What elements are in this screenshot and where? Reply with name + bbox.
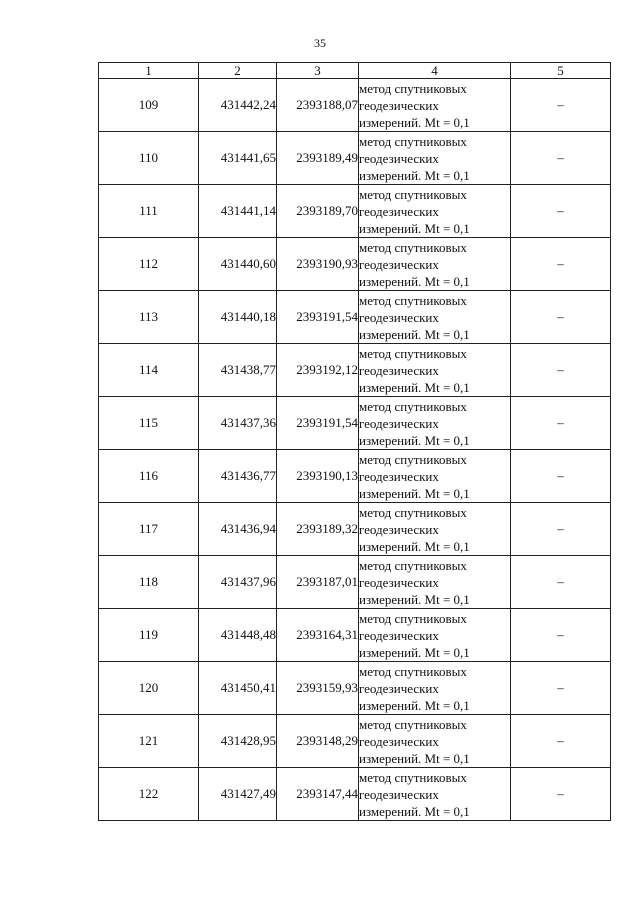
method-description [359,450,511,503]
table-row [99,397,611,450]
column-header-4: 4 [359,63,511,79]
table-header-row [99,63,611,79]
column-header-3: 3 [277,63,359,79]
coordinate-x: 431427,49 [199,768,277,821]
method-line-3: измерений. Mt = 0,1 [359,697,470,713]
column-5-value: – [511,503,611,556]
coordinate-x: 431437,36 [199,397,277,450]
coordinates-table [98,62,611,821]
method-line-1: метод спутниковых [359,557,467,573]
point-number: 121 [99,715,199,768]
method-line-3: измерений. Mt = 0,1 [359,485,470,501]
method-line-1: метод спутниковых [359,451,467,467]
column-5-value: – [511,768,611,821]
method-line-2: геодезических [359,574,439,590]
method-line-2: геодезических [359,680,439,696]
table-row [99,132,611,185]
method-line-3: измерений. Mt = 0,1 [359,432,470,448]
column-header-1: 1 [99,63,199,79]
coordinate-x: 431428,95 [199,715,277,768]
coordinate-x: 431437,96 [199,556,277,609]
method-line-2: геодезических [359,362,439,378]
point-number: 112 [99,238,199,291]
column-header-2: 2 [199,63,277,79]
column-5-value: – [511,609,611,662]
method-line-3: измерений. Mt = 0,1 [359,114,470,130]
coordinate-x: 431450,41 [199,662,277,715]
point-number: 120 [99,662,199,715]
method-line-3: измерений. Mt = 0,1 [359,220,470,236]
method-description [359,503,511,556]
column-5-value: – [511,79,611,132]
point-number: 119 [99,609,199,662]
coordinate-y: 2393147,44 [277,768,359,821]
method-description [359,344,511,397]
column-5-value: – [511,238,611,291]
method-line-3: измерений. Mt = 0,1 [359,750,470,766]
method-line-2: геодезических [359,786,439,802]
table-body [99,79,611,821]
method-line-3: измерений. Mt = 0,1 [359,273,470,289]
column-5-value: – [511,662,611,715]
method-line-2: геодезических [359,150,439,166]
coordinate-y: 2393187,01 [277,556,359,609]
column-5-value: – [511,291,611,344]
method-description [359,397,511,450]
column-5-value: – [511,344,611,397]
method-line-2: геодезических [359,203,439,219]
column-header-5: 5 [511,63,611,79]
column-5-value: – [511,185,611,238]
method-line-1: метод спутниковых [359,663,467,679]
method-line-3: измерений. Mt = 0,1 [359,803,470,819]
coordinate-y: 2393148,29 [277,715,359,768]
coordinate-y: 2393190,13 [277,450,359,503]
method-description [359,79,511,132]
point-number: 115 [99,397,199,450]
method-description [359,291,511,344]
method-line-3: измерений. Mt = 0,1 [359,538,470,554]
method-line-3: измерений. Mt = 0,1 [359,167,470,183]
point-number: 110 [99,132,199,185]
method-line-1: метод спутниковых [359,769,467,785]
method-line-2: геодезических [359,309,439,325]
table-row [99,238,611,291]
method-description [359,132,511,185]
method-line-2: геодезических [359,521,439,537]
method-description [359,556,511,609]
coordinate-y: 2393189,49 [277,132,359,185]
coordinate-y: 2393189,32 [277,503,359,556]
coordinate-x: 431438,77 [199,344,277,397]
method-line-1: метод спутниковых [359,398,467,414]
method-line-3: измерений. Mt = 0,1 [359,326,470,342]
point-number: 116 [99,450,199,503]
coordinate-x: 431441,14 [199,185,277,238]
method-description [359,662,511,715]
point-number: 109 [99,79,199,132]
coordinate-y: 2393191,54 [277,291,359,344]
method-line-2: геодезических [359,627,439,643]
column-5-value: – [511,556,611,609]
coordinate-y: 2393191,54 [277,397,359,450]
column-5-value: – [511,450,611,503]
point-number: 117 [99,503,199,556]
coordinate-y: 2393190,93 [277,238,359,291]
method-description [359,715,511,768]
table-row [99,503,611,556]
page-number: 35 [314,36,326,50]
point-number: 122 [99,768,199,821]
table-row [99,609,611,662]
method-description [359,185,511,238]
method-line-2: геодезических [359,415,439,431]
point-number: 114 [99,344,199,397]
table-row [99,291,611,344]
coordinate-x: 431436,77 [199,450,277,503]
method-line-2: геодезических [359,733,439,749]
method-line-1: метод спутниковых [359,186,467,202]
method-line-2: геодезических [359,97,439,113]
table-row [99,344,611,397]
coordinate-y: 2393159,93 [277,662,359,715]
method-description [359,238,511,291]
column-5-value: – [511,132,611,185]
method-description [359,768,511,821]
table-row [99,715,611,768]
column-5-value: – [511,715,611,768]
coordinate-y: 2393164,31 [277,609,359,662]
coordinate-x: 431440,18 [199,291,277,344]
method-line-1: метод спутниковых [359,133,467,149]
table-row [99,79,611,132]
method-line-3: измерений. Mt = 0,1 [359,379,470,395]
method-line-1: метод спутниковых [359,239,467,255]
coordinate-y: 2393188,07 [277,79,359,132]
method-line-3: измерений. Mt = 0,1 [359,644,470,660]
coordinate-x: 431448,48 [199,609,277,662]
method-line-2: геодезических [359,468,439,484]
method-line-3: измерений. Mt = 0,1 [359,591,470,607]
method-line-1: метод спутниковых [359,716,467,732]
method-line-1: метод спутниковых [359,80,467,96]
table-row [99,556,611,609]
method-line-1: метод спутниковых [359,345,467,361]
table-row [99,450,611,503]
coordinate-x: 431442,24 [199,79,277,132]
column-5-value: – [511,397,611,450]
method-line-1: метод спутниковых [359,292,467,308]
method-line-1: метод спутниковых [359,504,467,520]
coordinate-x: 431441,65 [199,132,277,185]
point-number: 111 [99,185,199,238]
method-line-2: геодезических [359,256,439,272]
table-row [99,768,611,821]
method-description [359,609,511,662]
point-number: 118 [99,556,199,609]
table-row [99,185,611,238]
coordinate-y: 2393189,70 [277,185,359,238]
coordinate-x: 431440,60 [199,238,277,291]
coordinate-y: 2393192,12 [277,344,359,397]
coordinate-x: 431436,94 [199,503,277,556]
point-number: 113 [99,291,199,344]
table-row [99,662,611,715]
method-line-1: метод спутниковых [359,610,467,626]
